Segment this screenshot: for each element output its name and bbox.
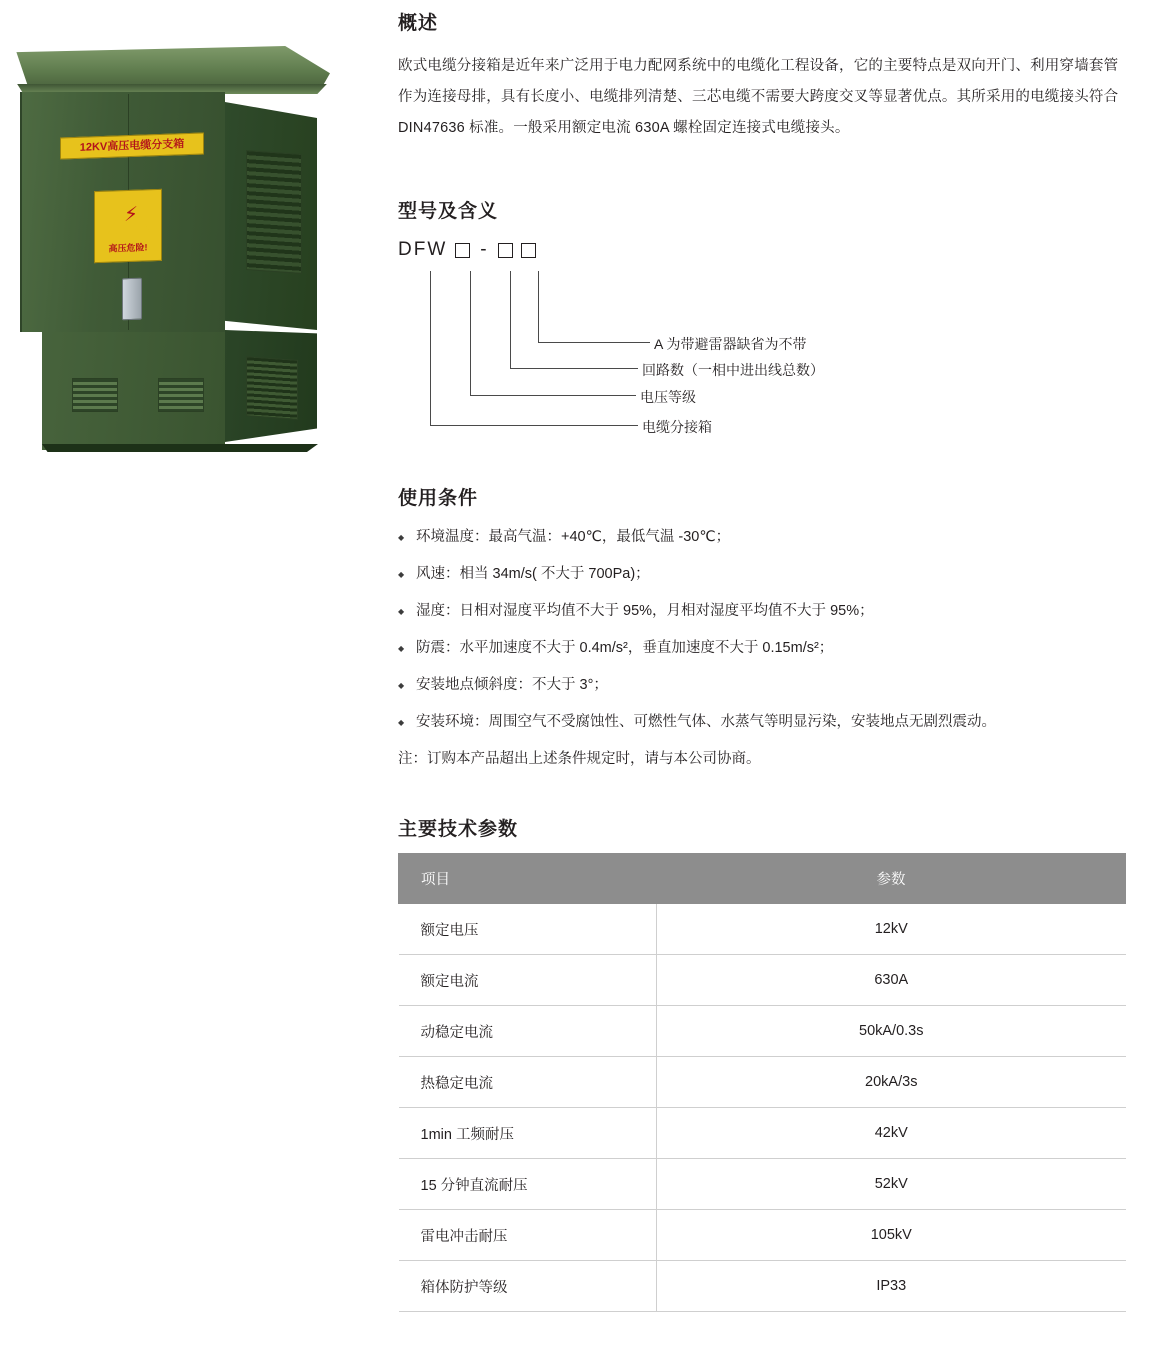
model-label-4: 电缆分接箱 <box>642 419 712 435</box>
list-item: ◆ 防震：水平加速度不大于 0.4m/s²，垂直加速度不大于 0.15m/s²； <box>398 637 1126 674</box>
front-vent-right-icon <box>158 378 204 412</box>
high-voltage-warning-label <box>94 189 162 263</box>
model-code-box-3 <box>521 243 536 258</box>
model-code-diagram <box>398 239 1126 439</box>
cabinet-base <box>42 444 318 452</box>
table-cell-item: 15 分钟直流耐压 <box>399 1159 657 1210</box>
table-cell-item: 雷电冲击耐压 <box>399 1210 657 1261</box>
table-cell-value: 105kV <box>657 1210 1126 1261</box>
side-vent-lower-icon <box>246 356 298 420</box>
conditions-list <box>398 526 1126 748</box>
table-cell-item: 额定电压 <box>399 904 657 955</box>
lightning-bolt-icon: ⚡ <box>124 203 139 227</box>
model-label-3: 电压等级 <box>640 389 696 405</box>
warning-label-text: 高压危险! <box>108 242 148 254</box>
list-item: ◆ 安装环境：周围空气不受腐蚀性、可燃性气体、水蒸气等明显污染，安装地点无剧烈震动。 <box>398 711 1126 748</box>
model-code-prefix: DFW <box>398 239 448 260</box>
model-code-dash: - <box>480 239 488 260</box>
table-cell-value: 42kV <box>657 1108 1126 1159</box>
model-code-box-1 <box>455 243 470 258</box>
table-cell-item: 箱体防护等级 <box>399 1261 657 1312</box>
table-cell-value: 630A <box>657 955 1126 1006</box>
list-item: ◆ 风速：相当 34m/s( 不大于 700Pa)； <box>398 563 1126 600</box>
leader-line-4 <box>430 271 638 426</box>
table-header-row <box>399 854 1126 904</box>
table-row <box>399 1006 1126 1057</box>
conditions-note: 注：订购本产品超出上述条件规定时，请与本公司协商。 <box>398 751 761 767</box>
specs-table <box>398 853 1126 1312</box>
table-cell-item: 1min 工频耐压 <box>399 1108 657 1159</box>
content-column <box>398 0 1126 1312</box>
model-label-2: 回路数（一相中进出线总数） <box>642 362 824 378</box>
table-row <box>399 1108 1126 1159</box>
product-photo <box>0 40 360 460</box>
table-row <box>399 904 1126 955</box>
table-row <box>399 1057 1126 1108</box>
table-cell-value: 52kV <box>657 1159 1126 1210</box>
list-item: ◆ 环境温度：最高气温：+40℃，最低气温 -30℃； <box>398 526 1126 563</box>
section-overview <box>398 8 1126 144</box>
cabinet-nameplate: 12KV高压电缆分支箱 <box>60 132 204 159</box>
door-handle-icon <box>122 278 142 321</box>
section-model-code <box>398 196 1126 439</box>
table-row <box>399 955 1126 1006</box>
table-row <box>399 1261 1126 1312</box>
table-header-value: 参数 <box>657 854 1126 904</box>
model-code-box-2 <box>498 243 513 258</box>
section-conditions <box>398 483 1126 770</box>
table-cell-item: 额定电流 <box>399 955 657 1006</box>
table-cell-value: IP33 <box>657 1261 1126 1312</box>
cabinet-illustration <box>10 40 340 440</box>
list-item: ◆ 安装地点倾斜度：不大于 3°； <box>398 674 1126 711</box>
front-vent-left-icon <box>72 378 118 412</box>
table-cell-item: 动稳定电流 <box>399 1006 657 1057</box>
table-cell-value: 12kV <box>657 904 1126 955</box>
model-title: 型号及含义 <box>398 201 499 222</box>
cabinet-roof <box>10 46 330 90</box>
overview-paragraph: 欧式电缆分接箱是近年来广泛用于电力配网系统中的电缆化工程设备，它的主要特点是双向开门、利用穿墙套管作为连接母排，具有长度小、电缆排列清楚、三芯电缆不需要大跨度交叉等显著优点。其所采用的电缆接头符合 DIN47636 标准。一般采用额定电流 630A 螺栓固定连接式电缆接头。 <box>398 58 1119 136</box>
table-row <box>399 1159 1126 1210</box>
table-header-item: 项目 <box>399 854 657 904</box>
overview-title: 概述 <box>398 13 439 34</box>
model-code-row <box>398 239 536 261</box>
conditions-title: 使用条件 <box>398 488 479 509</box>
table-cell-item: 热稳定电流 <box>399 1057 657 1108</box>
side-vent-upper-icon <box>246 150 302 274</box>
table-row <box>399 1210 1126 1261</box>
model-label-1: A 为带避雷器缺省为不带 <box>654 336 807 352</box>
list-item: ◆ 湿度：日相对湿度平均值不大于 95%，月相对湿度平均值不大于 95%； <box>398 600 1126 637</box>
table-cell-value: 20kA/3s <box>657 1057 1126 1108</box>
table-cell-value: 50kA/0.3s <box>657 1006 1126 1057</box>
section-specs <box>398 814 1126 1312</box>
specs-title: 主要技术参数 <box>398 819 519 840</box>
